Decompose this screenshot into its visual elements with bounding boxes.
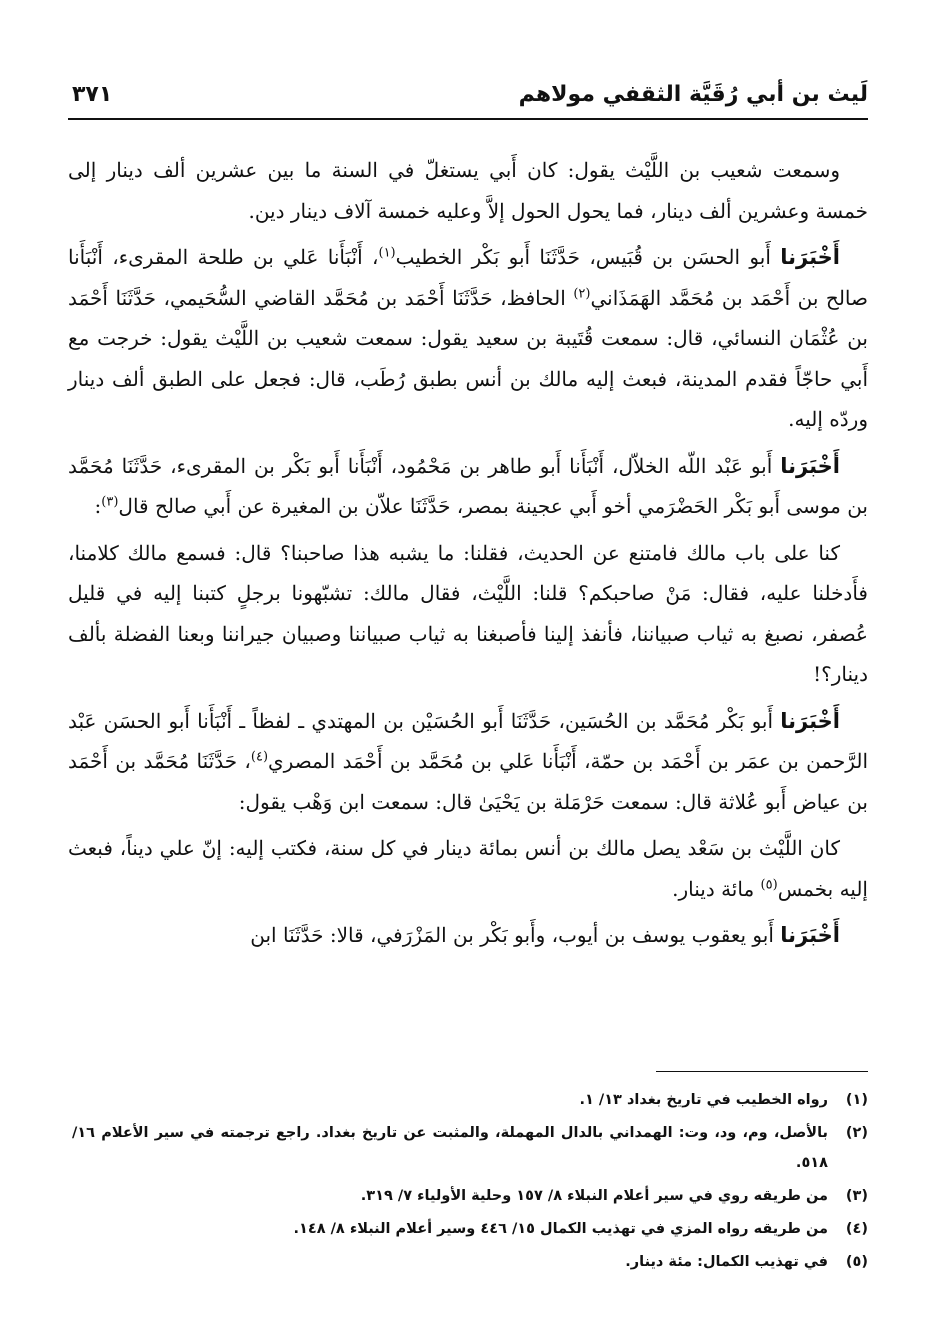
footnote-3 bbox=[72, 1181, 868, 1211]
paragraph-4 bbox=[68, 533, 868, 695]
paragraph-2 bbox=[68, 237, 868, 440]
main-text bbox=[68, 150, 868, 956]
footnote-ref-5: (٥) bbox=[760, 876, 778, 892]
paragraph-5-text-b: ، حَدَّثَنَا مُحَمَّد بن أَحْمَد بن عياض أَبو عُلاثة قال: سمعت حَرْمَلة بن يَحْيَىٰ قال: سمعت ابن وَهْب يقول: bbox=[68, 749, 868, 814]
akhbarana-keyword: أَخْبَرَنا bbox=[780, 453, 840, 478]
footnote-text: رواه الخطيب في تاريخ بغداد ١٣/ ١. bbox=[579, 1092, 828, 1108]
footnote-ref-4: (٤) bbox=[250, 749, 269, 765]
paragraph-7-text: أَبو يعقوب يوسف بن أيوب، وأَبو بَكْر بن المَزْرَفي، قالا: حَدَّثَنَا ابن bbox=[250, 923, 781, 947]
footnote-ref-2: (٢) bbox=[573, 285, 591, 301]
page-number: ٣٧١ bbox=[72, 82, 113, 107]
footnote-rule bbox=[656, 1071, 868, 1072]
paragraph-1 bbox=[68, 150, 868, 231]
footnote-4 bbox=[72, 1214, 868, 1244]
akhbarana-keyword: أَخْبَرَنا bbox=[780, 923, 840, 947]
footnote-1 bbox=[72, 1085, 868, 1115]
paragraph-7 bbox=[68, 915, 868, 956]
running-title: لَيث بن أبي رُقَيَّة الثقفي مولاهم bbox=[518, 82, 868, 107]
footnote-text: من طريقه رواه المزي في تهذيب الكمال ١٥/ ٤٤٦ وسير أعلام النبلاء ٨/ ١٤٨. bbox=[293, 1221, 828, 1237]
paragraph-3-text-b: : bbox=[94, 494, 102, 518]
paragraph-6-text-b: مائة دينار. bbox=[672, 876, 761, 901]
paragraph-6-text-a: كان اللَّيْث بن سَعْد يصل مالك بن أنس بمائة دينار في كل سنة، فكتب إليه: إنّ علي ديناً، فبعث إليه بخمس bbox=[68, 836, 868, 901]
footnote-number: (٣) bbox=[845, 1188, 868, 1204]
footnote-ref-3: (٣) bbox=[101, 494, 119, 510]
akhbarana-keyword: أَخْبَرَنا bbox=[780, 708, 840, 733]
footnote-ref-1: (١) bbox=[378, 245, 396, 261]
footnote-5 bbox=[72, 1247, 868, 1277]
footnote-number: (١) bbox=[845, 1092, 868, 1108]
paragraph-1-text: وسمعت شعيب بن اللَّيْث يقول: كان أَبي يستغلّ في السنة ما بين عشرين ألف دينار إلى خمسة وعشرين ألف دينار، فما يحول الحول إلاَّ وعليه خمسة آلاف دينار دين. bbox=[68, 158, 868, 223]
footnote-text: في تهذيب الكمال: مئة دينار. bbox=[625, 1254, 828, 1270]
paragraph-2-text-b: ، أَنْبَأَنا عَلي بن طلحة المقرىء، أَنْبَأَنا صالح بن أَحْمَد بن مُحَمَّد الهَمَذَاني bbox=[68, 245, 869, 310]
footnote-2 bbox=[72, 1118, 868, 1178]
footnotes bbox=[72, 1085, 868, 1280]
paragraph-6 bbox=[68, 828, 868, 909]
footnote-text: بالأصل، وم، ود، وت: الهمداني بالدال المهملة، والمثبت عن تاريخ بغداد. راجع ترجمته في سير الأعلام ١٦/ ٥١٨. bbox=[72, 1125, 828, 1171]
paragraph-2-text-c: الحافظ، حَدَّثَنَا أَحْمَد بن مُحَمَّد القاضي السُّحَيمي، حَدَّثَنَا أَحْمَد بن عُثْمَان النسائي، قال: سمعت قُتَيبة بن سعيد يقول: سمعت شعيب بن اللَّيْث يقول: خرجت مع أَبي حاجّاً فقدم المدينة، فبعث إليه مالك بن أنس بطبق رُطَب، قال: فجعل على الطبق ألف دينار وردّه إليه. bbox=[68, 285, 868, 431]
paragraph-5 bbox=[68, 701, 868, 823]
paragraph-3-text-a: أَبو عَبْد اللّه الخلاّل، أَنْبَأَنا أَبو طاهر بن مَحْمُود، أَنْبَأَنا أَبو بَكْر بن المقرىء، حَدَّثَنَا مُحَمَّد بن موسى أَبو بَكْر الحَضْرَمي أخو أَبي عجينة بمصر، حَدَّثَنَا علاّن بن المغيرة عن أَبي صالح قال bbox=[68, 453, 868, 518]
footnote-number: (٢) bbox=[845, 1125, 868, 1141]
footnote-number: (٥) bbox=[845, 1254, 868, 1270]
header-rule bbox=[68, 118, 868, 120]
paragraph-3 bbox=[68, 446, 868, 527]
footnote-text: من طريقه روي في سير أعلام النبلاء ٨/ ١٥٧ وحلية الأولياء ٧/ ٣١٩. bbox=[360, 1188, 828, 1204]
paragraph-5-text-a: أَبو بَكْر مُحَمَّد بن الحُسَين، حَدَّثَنَا أَبو الحُسَيْن بن المهتدي ـ لفظاً ـ أَنْبَأَنا أَبو الحسَن عَبْد الرَّحمن بن عمَر بن أَحْمَد بن حمّة، أَنْبَأَنا عَلي بن مُحَمَّد بن أَحْمَد المصري bbox=[68, 708, 868, 773]
footnote-number: (٤) bbox=[845, 1221, 868, 1237]
paragraph-2-text-a: أَبو الحسَن بن قُبَيس، حَدَّثَنَا أَبو بَكْر الخطيب bbox=[395, 245, 781, 269]
akhbarana-keyword: أَخْبَرَنا bbox=[780, 245, 840, 269]
paragraph-4-text: كنا على باب مالك فامتنع عن الحديث، فقلنا: ما يشبه هذا صاحبنا؟ قال: فسمع مالك كلامنا، فأَدخلنا عليه، فقال: مَنْ صاحبكم؟ قلنا: اللَّيْث، فقال مالك: تشبّهونا برجلٍ كتبنا إليه في قليل عُصفر، نصبغ به ثياب صبياننا، فأنفذ إلينا فأصبغنا به ثياب صبياننا وصبيان جيراننا وبعنا الفضلة بألف دينار؟! bbox=[68, 540, 868, 686]
